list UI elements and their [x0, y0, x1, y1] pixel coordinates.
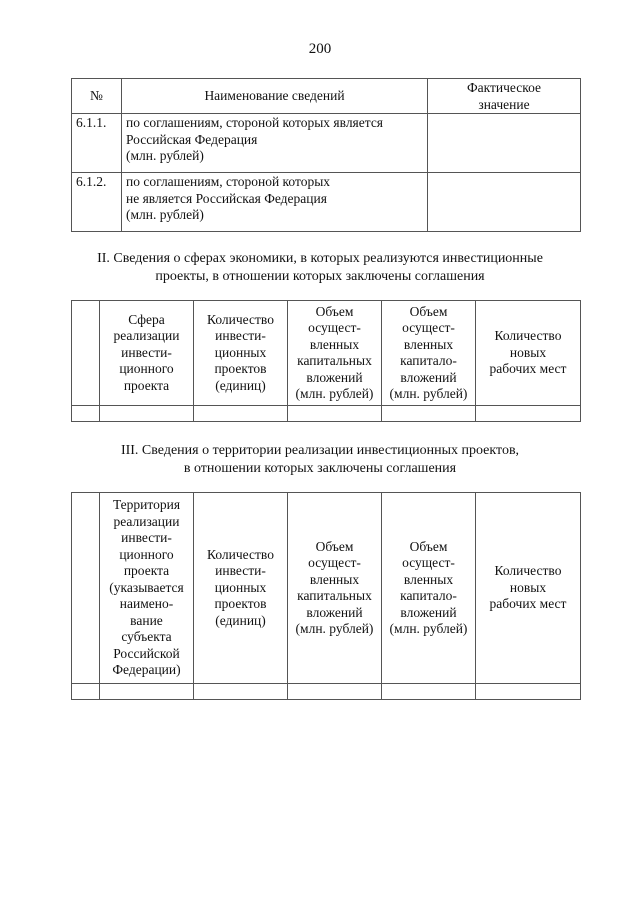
header-line: капитало-: [400, 353, 457, 368]
header-line: новых: [509, 579, 547, 595]
section-title-line: проекты, в отношении которых заключены соглашения: [155, 269, 485, 284]
table-cell: [100, 684, 194, 700]
header-line: реализации: [113, 513, 180, 529]
section-3-title: [0, 442, 640, 478]
header-line: инвести-: [121, 344, 172, 360]
row-line: не является Российская Федерация: [126, 190, 327, 206]
header-line: (млн. рублей): [389, 621, 468, 636]
header-line: ционного: [119, 546, 174, 562]
header-actual-value: [428, 79, 581, 114]
row-number: 6.1.1.: [72, 114, 122, 173]
row-name: [122, 173, 428, 232]
table-header-row: [72, 301, 581, 406]
header-capital-investments-2: [382, 493, 476, 684]
header-line: (млн. рублей): [295, 386, 374, 401]
table-cell: [72, 406, 100, 422]
header-line: Фактическое: [466, 80, 542, 95]
header-line: Количество: [494, 328, 562, 344]
page-number: 200: [308, 41, 332, 57]
header-line: проекта: [123, 377, 170, 393]
header-line: наимено-: [119, 596, 174, 612]
header-blank: [72, 301, 100, 406]
header-number: №: [72, 79, 122, 114]
row-line: по соглашениям, стороной которых: [126, 174, 331, 189]
header-line: Территория: [112, 497, 181, 513]
header-project-count: [194, 493, 288, 684]
header-line: (млн. рублей): [295, 621, 374, 636]
row-line: по соглашениям, стороной которых является: [126, 115, 384, 130]
territory-table: [71, 492, 581, 700]
economy-sectors-table: [71, 300, 581, 422]
header-line: капитало-: [400, 588, 457, 603]
header-new-jobs: [476, 301, 581, 406]
table-row: [72, 114, 581, 173]
header-line: ционного: [119, 361, 174, 377]
table-row: [72, 406, 581, 422]
header-line: осущест-: [308, 555, 361, 570]
table-cell: [194, 684, 288, 700]
table-row: [72, 684, 581, 700]
header-line: капитальных: [297, 353, 372, 368]
table-cell: [194, 406, 288, 422]
header-line: капитальных: [297, 588, 372, 603]
header-project-count: [194, 301, 288, 406]
header-line: Российской: [113, 645, 180, 661]
row-line: (млн. рублей): [126, 148, 204, 163]
header-line: вложений: [400, 369, 457, 385]
header-sphere: [100, 301, 194, 406]
header-line: инвести-: [121, 530, 172, 546]
header-line: осущест-: [308, 320, 361, 335]
table-cell: [72, 684, 100, 700]
header-territory: [100, 493, 194, 684]
header-line: вложений: [400, 604, 457, 620]
header-line: вленных: [309, 571, 360, 587]
header-name: Наименование сведений: [122, 79, 428, 114]
table-header-row: [72, 493, 581, 684]
header-line: вложений: [306, 369, 363, 385]
header-line: Количество: [207, 546, 274, 562]
header-blank: [72, 493, 100, 684]
table-header-row: [72, 79, 581, 114]
header-line: инвести-: [215, 328, 266, 344]
header-line: проектов: [214, 361, 267, 377]
header-line: Объем: [409, 538, 448, 554]
section-title-line: III. Сведения о территории реализации инвестиционных проектов,: [120, 443, 520, 458]
table-cell: [476, 406, 581, 422]
header-line: Количество: [207, 311, 274, 327]
header-line: Объем: [409, 303, 448, 319]
header-line: Федерации): [112, 662, 181, 678]
header-line: проектов: [214, 596, 267, 612]
row-value: [428, 114, 581, 173]
table-cell: [288, 406, 382, 422]
indicators-table: [71, 78, 581, 232]
table-row: [72, 173, 581, 232]
row-line: Российская Федерация: [126, 131, 258, 147]
header-line: Сфера: [128, 311, 165, 327]
header-line: (млн. рублей): [389, 386, 468, 401]
table-cell: [100, 406, 194, 422]
header-line: осущест-: [402, 555, 455, 570]
row-number: 6.1.2.: [72, 173, 122, 232]
header-new-jobs: [476, 493, 581, 684]
row-value: [428, 173, 581, 232]
header-line: значение: [478, 96, 530, 112]
header-line: вленных: [309, 336, 360, 352]
header-line: инвести-: [215, 563, 266, 579]
header-line: ционных: [214, 579, 267, 595]
header-line: Количество: [494, 563, 562, 579]
header-line: субъекта: [121, 629, 172, 645]
header-line: (единиц): [215, 612, 266, 628]
header-line: рабочих мест: [489, 361, 567, 377]
header-line: вленных: [403, 336, 454, 352]
row-name: [122, 114, 428, 173]
header-line: Объем: [315, 538, 354, 554]
table-cell: [382, 684, 476, 700]
header-line: ционных: [214, 344, 267, 360]
section-title-line: в отношении которых заключены соглашения: [183, 461, 457, 476]
header-capital-investments: [288, 493, 382, 684]
header-line: вание: [130, 612, 163, 628]
section-2-title: [0, 250, 640, 286]
header-line: (указывается: [109, 579, 184, 595]
table-cell: [476, 684, 581, 700]
header-line: реализации: [113, 328, 180, 344]
header-line: (единиц): [215, 377, 266, 393]
header-line: проекта: [123, 563, 170, 579]
header-line: вложений: [306, 604, 363, 620]
section-title-line: II. Сведения о сферах экономики, в которых реализуются инвестиционные: [97, 251, 543, 266]
header-line: осущест-: [402, 320, 455, 335]
header-line: вленных: [403, 571, 454, 587]
header-line: Объем: [315, 303, 354, 319]
header-capital-investments: [288, 301, 382, 406]
table-cell: [288, 684, 382, 700]
header-capital-investments-2: [382, 301, 476, 406]
header-line: новых: [509, 344, 547, 360]
table-cell: [382, 406, 476, 422]
header-line: рабочих мест: [489, 596, 567, 612]
row-line: (млн. рублей): [126, 207, 204, 222]
